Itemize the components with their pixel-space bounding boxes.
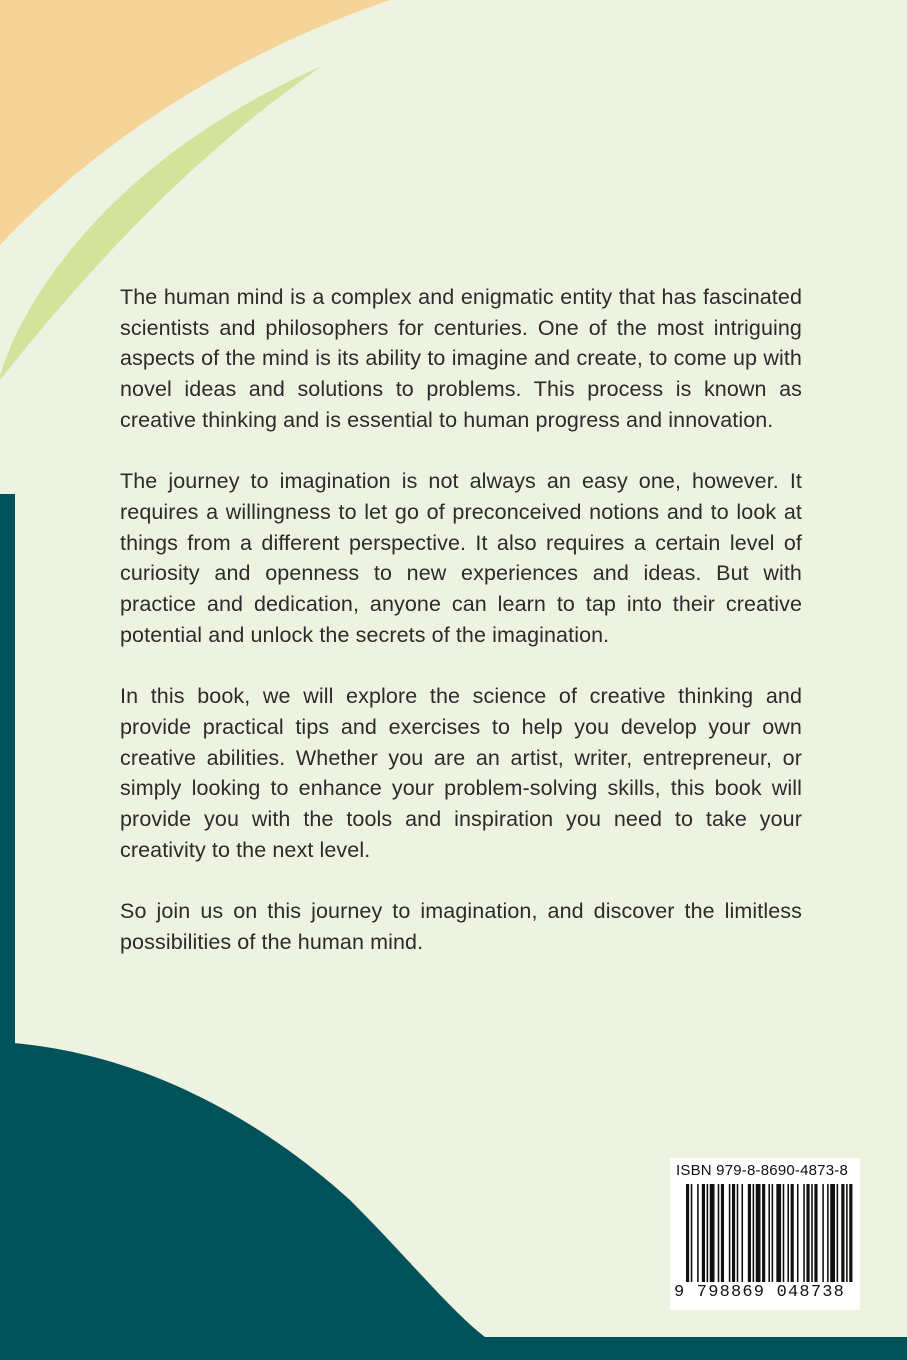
barcode-bar bbox=[841, 1184, 844, 1282]
isbn-digits: 9 798869 048738 bbox=[674, 1283, 846, 1302]
barcode-bar bbox=[776, 1184, 781, 1282]
barcode-bar bbox=[741, 1184, 743, 1282]
barcode-bar bbox=[732, 1184, 735, 1282]
isbn-barcode-box bbox=[670, 1158, 860, 1310]
barcode-bar bbox=[756, 1184, 761, 1282]
barcode-bar bbox=[791, 1184, 794, 1282]
barcode-bar bbox=[702, 1184, 705, 1282]
barcode-bar bbox=[753, 1184, 755, 1282]
barcode-icon bbox=[686, 1184, 854, 1282]
paragraph-2: The journey to imagination is not always an easy one, however. It requires a willingness to let go of preconceived notions and to look at things from a different perspective. It also requires a certain level of curiosity and openness to new experiences and ideas. But with practice and dedication, anyone can learn to tap into their creative potential and unlock the secrets of the imagination. bbox=[120, 469, 802, 647]
isbn-label: ISBN 979-8-8690-4873-8 bbox=[676, 1162, 849, 1179]
teal-left-strip bbox=[0, 494, 15, 1054]
barcode-bar bbox=[803, 1184, 805, 1282]
barcode-bar bbox=[737, 1184, 739, 1282]
barcode-bar bbox=[827, 1184, 829, 1282]
barcode-bar bbox=[787, 1184, 789, 1282]
barcode-bar bbox=[822, 1184, 824, 1282]
barcode-bar bbox=[768, 1184, 770, 1282]
barcode-bar bbox=[811, 1184, 813, 1282]
barcode-bar bbox=[686, 1184, 689, 1282]
barcode-bar bbox=[772, 1184, 774, 1282]
barcode-bar bbox=[837, 1184, 839, 1282]
barcode-bar bbox=[748, 1184, 751, 1282]
barcode-bar bbox=[691, 1184, 693, 1282]
paragraph-1: The human mind is a complex and enigmatic entity that has fascinated scientists and philosophers for centuries. One of the most intriguing aspects of the mind is its ability to imagine and create, to come up with novel ideas and solutions to problems. This process is known as creative thinking and is essential to human progress and innovation. bbox=[120, 285, 802, 432]
barcode-bar bbox=[846, 1184, 848, 1282]
barcode-bar bbox=[718, 1184, 720, 1282]
barcode-bar bbox=[721, 1184, 724, 1282]
barcode-bar bbox=[707, 1184, 709, 1282]
barcode-bar bbox=[710, 1184, 715, 1282]
barcode-bar bbox=[697, 1184, 699, 1282]
paragraph-3: In this book, we will explore the science of creative thinking and provide practical tips and exercises to help you develop your own creative abilities. Whether you are an artist, writer, entrepreneur, or simply looking to enhance your problem-solving skills, this book will provide you with the tools and inspiration you need to take your creativity to the next level. bbox=[120, 684, 802, 862]
barcode-bar bbox=[762, 1184, 765, 1282]
barcode-bar bbox=[797, 1184, 799, 1282]
barcode-bar bbox=[729, 1184, 731, 1282]
barcode-bar bbox=[806, 1184, 809, 1282]
paragraph-4: So join us on this journey to imagination, and discover the limitless possibilities of the human mind. bbox=[120, 899, 802, 954]
barcode-bar bbox=[830, 1184, 835, 1282]
peach-corner-shape bbox=[0, 0, 390, 245]
barcode-bar bbox=[814, 1184, 817, 1282]
barcode-bar bbox=[849, 1184, 852, 1282]
barcode-bar bbox=[783, 1184, 785, 1282]
back-cover-text bbox=[120, 282, 802, 988]
